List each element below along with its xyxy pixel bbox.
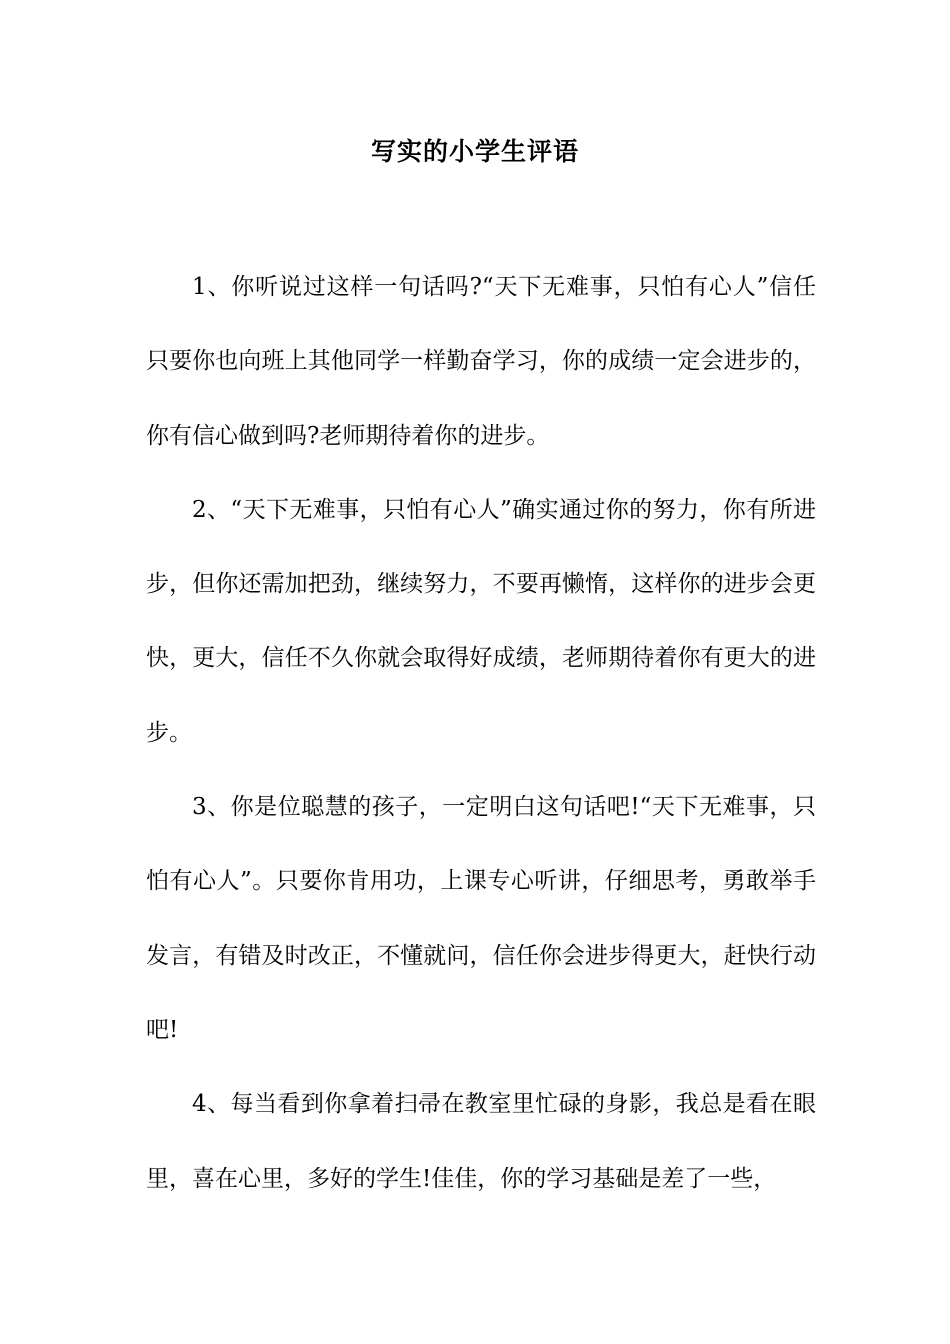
paragraph-1: 1、你听说过这样一句话吗?“天下无难事，只怕有心人”信任只要你也向班上其他同学一样勤奋学习，你的成绩一定会进步的，你有信心做到吗?老师期待着你的进步。 (146, 274, 816, 449)
document-body (146, 250, 816, 1216)
document-title: 写实的小学生评语 (370, 137, 579, 166)
paragraph-4: 4、每当看到你拿着扫帚在教室里忙碌的身影，我总是看在眼里，喜在心里，多好的学生!佳佳，你的学习基础是差了一些， (146, 1091, 816, 1192)
paragraph-3: 3、你是位聪慧的孩子，一定明白这句话吧!“天下无难事，只怕有心人”。只要你肯用功，上课专心听讲，仔细思考，勇敢举手发言，有错及时改正，不懂就问，信任你会进步得更大，赶快行动吧! (146, 794, 816, 1043)
paragraph-2: 2、“天下无难事，只怕有心人”确实通过你的努力，你有所进步，但你还需加把劲，继续努力，不要再懒惰，这样你的进步会更快，更大，信任不久你就会取得好成绩，老师期待着你有更大的进步。 (146, 496, 816, 746)
